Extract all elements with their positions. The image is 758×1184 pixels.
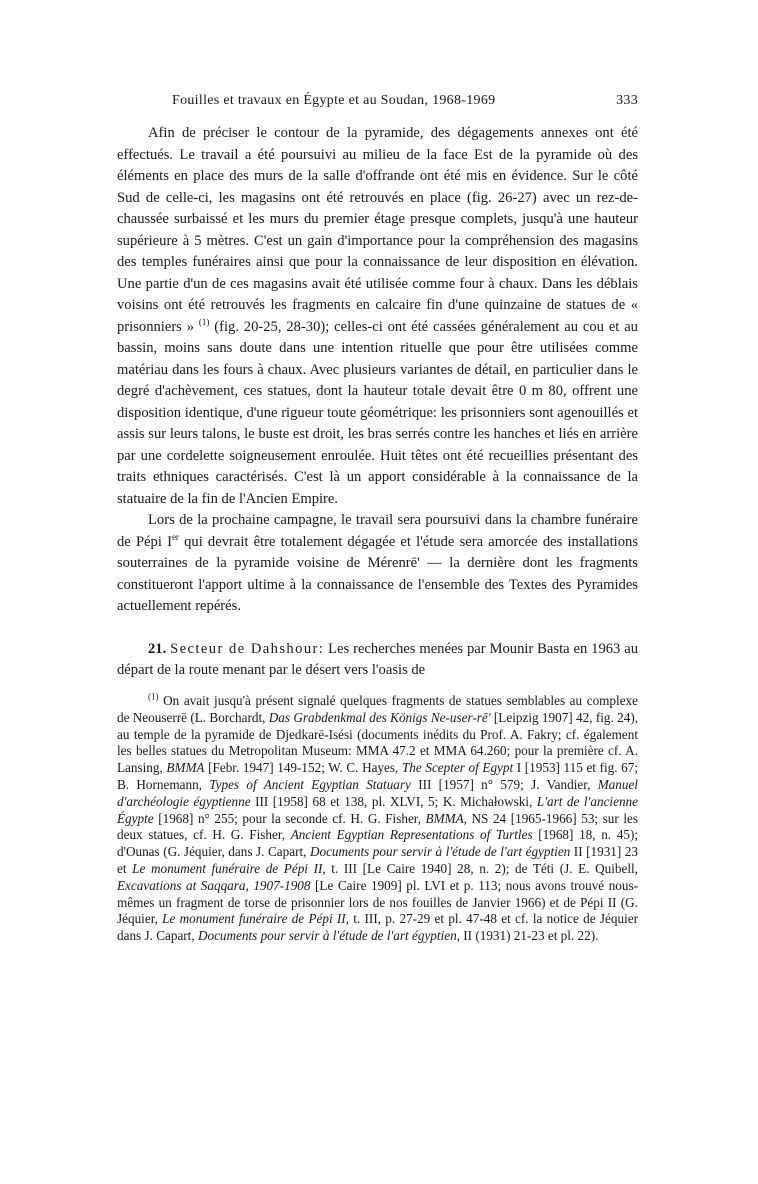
section-title: Secteur de Dahshour: [170,640,325,657]
footnote-text: $^{(1)}$ On avait jusqu'à présent signalé quelques fragments de statues semblables au complexe de Neouserrē (L. Borchardt, Das Grabdenkmal des Königs Ne-user-rē' [Leipzig 1907] 42, fig. 24), au temple de la pyramide de Djedkarē-Isési (documents inédits du Prof. A. Fakry; cf. également les belles statues du Metropolitan Museum: MMA 47.2 et MMA 64.260; pour la première cf. A. Lansing, BMMA [Febr. 1947] 149-152; W. C. Hayes, The Scepter of Egypt I [1953] 115 et fig. 67; B. Hornemann, Types of Ancient Egyptian Statuary III [1957] n° 579; J. Vandier, Manuel d'archéologie égyptienne III [1958] 68 et 138, pl. XLVI, 5; K. Michałowski, L'art de l'ancienne Égypte [1968] n° 255; pour la seconde cf. H. G. Fisher, BMMA, NS 24 [1965-1966] 53; sur les deux statues, cf. H. G. Fisher, Ancient Egyptian Representations of Turtles [1968] 18, n. 45); d'Ounas (G. Jéquier, dans J. Capart, Documents pour servir à l'étude de l'art égyptien II [1931] 23 et Le monument funéraire de Pépi II, t. III [Le Caire 1940] 28, n. 2); de Téti (J. E. Quibell, Excavations at Saqqara, 1907-1908 [Le Caire 1909] pl. LVI et p. 113; nous avons trouvé nous-mêmes un fragment de torse de prisonnier lors de nos fouilles de Janvier 1966) et de Pépi II (G. Jéquier, Le monument funéraire de Pépi II, t. III, p. 27-29 et pl. 47-48 et cf. la notice de Jéquier dans J. Capart, Documents pour servir à l'étude de l'art égyptien, II (1931) 21-23 et pl. 22). [117,691,639,944]
paragraph-3: 21. Secteur de Dahshour: Les recherches menées par Mounir Basta en 1963 au départ de la route menant par le désert vers l'oasis de [117,640,638,678]
main-text [117,123,638,682]
footnote-mark: (1) [148,691,159,702]
footnote-reference: (1) [198,316,210,327]
section-number: 21. [148,640,167,657]
running-title: Fouilles et travaux en Égypte et au Soudan, 1968-1969 [172,93,496,108]
footnote [117,693,638,945]
page-header [172,93,638,113]
page-number: 333 [616,93,638,108]
paragraph-1: Afin de préciser le contour de la pyramide, des dégagements annexes ont été effectués. Le travail a été poursuivi au milieu de la face Est de la pyramide où des éléments en place des murs de la salle d'offrande ont été mis en évidence. Sur le côté Sud de celle-ci, les magasins ont été retrouvés en place (fig. 26-27) avec un rez-de-chaussée surbaissé et les murs du premier étage presque complets, jusqu'à une hauteur supérieure à 5 mètres. C'est un gain d'importance pour la compréhension des magasins des temples funéraires ainsi que pour la connaissance de leur disposition en élévation. Une partie d'un de ces magasins avait été utilisée comme four à chaux. Dans les déblais voisins ont été retrouvés les fragments en calcaire fin d'une quinzaine de statues de « prisonniers » $^{(1)}$ (fig. 20-25, 28-30); celles-ci ont été cassées généralement au cou et au bassin, moins sans doute dans une intention rituelle que pour être utilisées comme matériau dans les fours à chaux. Avec plusieurs variantes de détail, en particulier dans le degré d'achèvement, ces statues, dont la hauteur totale devait être 0 m 80, offrent une disposition identique, d'une rigueur toute géométrique: les prisonniers sont agenouillés et assis sur leurs talons, le buste est droit, les bras serrés contre les hanches et liés en arrière par une cordelette soigneusement enroulée. Huit têtes ont été recueillies présentant des traits ethniques caractérisés. C'est là un apport considérable à la connaissance de la statuaire de la fin de l'Ancien Empire. [117,125,638,507]
paragraph-2: Lors de la prochaine campagne, le travail sera poursuivi dans la chambre funéraire de Pépi Ier qui devrait être totalement dégagée et l'étude sera amorcée des installations souterraines de la pyramide voisine de Mérenrē' — la dernière dont les fragments constitueront l'apport ultime à la connaissance de l'ensemble des Textes des Pyramides actuellement repérés. [117,512,638,614]
